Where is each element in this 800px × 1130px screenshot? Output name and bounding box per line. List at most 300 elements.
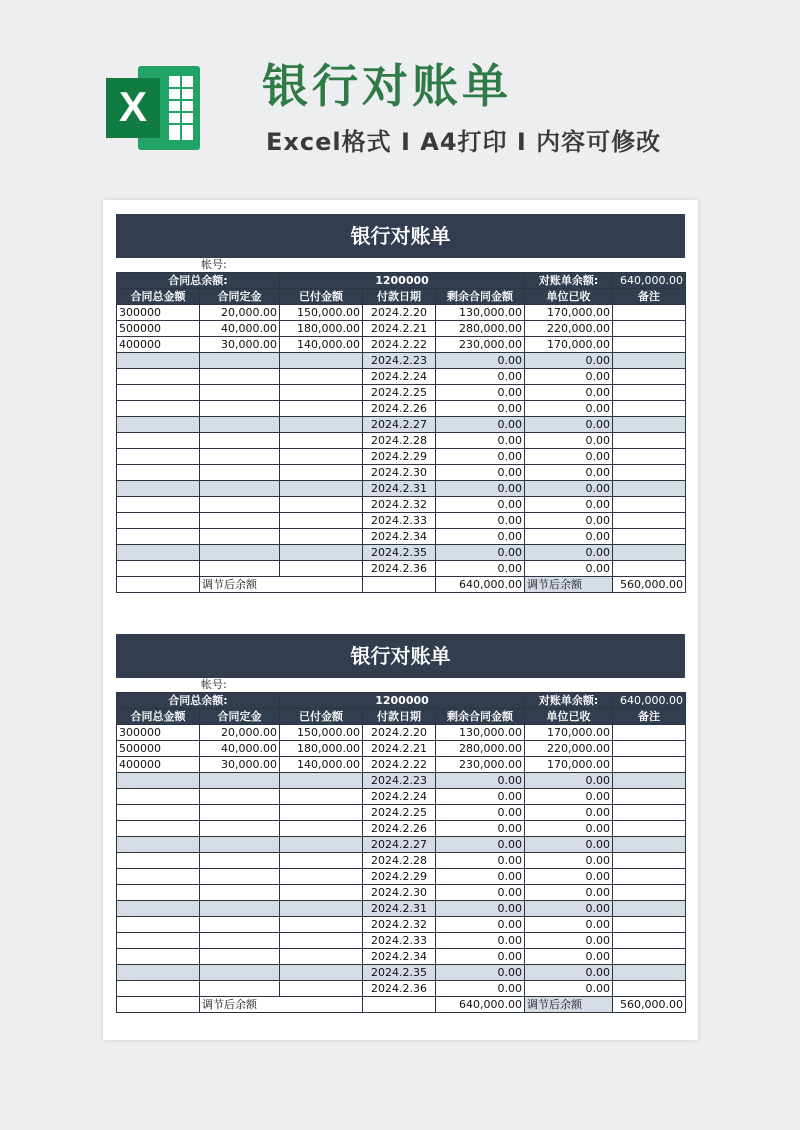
table-cell: [200, 805, 280, 821]
table-cell: [200, 901, 280, 917]
table-cell: [200, 789, 280, 805]
table-cell: 0.00: [436, 497, 525, 513]
table-cell: 0.00: [525, 773, 613, 789]
table-cell: [117, 773, 200, 789]
table-cell: [117, 789, 200, 805]
table-cell: 0.00: [525, 885, 613, 901]
table-cell: [280, 433, 363, 449]
table-row: [117, 933, 686, 949]
table-cell: 0.00: [436, 561, 525, 577]
table-cell: [117, 529, 200, 545]
table-cell: [613, 513, 686, 529]
table-cell: [117, 965, 200, 981]
header-row: [117, 289, 686, 305]
table-cell: [200, 385, 280, 401]
adjusted-balance-label: 调节后余额: [200, 997, 363, 1013]
table-cell: [200, 465, 280, 481]
table-cell: [613, 481, 686, 497]
table-cell: 0.00: [436, 513, 525, 529]
table-cell: [613, 805, 686, 821]
table-cell: [280, 513, 363, 529]
table-cell: 2024.2.31: [363, 901, 436, 917]
adjusted-balance-value: 560,000.00: [613, 997, 686, 1013]
page-title: 银行对账单: [262, 59, 512, 113]
table-cell: [117, 577, 200, 593]
table-cell: [280, 773, 363, 789]
table-cell: [117, 981, 200, 997]
table-cell: [117, 821, 200, 837]
table-cell: [613, 529, 686, 545]
table-row: [117, 449, 686, 465]
table-cell: [613, 965, 686, 981]
table-cell: 400000: [117, 337, 200, 353]
table-cell: [280, 917, 363, 933]
table-cell: [117, 997, 200, 1013]
table-cell: [613, 401, 686, 417]
table-cell: 2024.2.32: [363, 917, 436, 933]
total-balance-label: 合同总余额:: [117, 693, 280, 709]
statement-balance-label: 对账单余额:: [525, 273, 613, 289]
adjusted-balance-value: 560,000.00: [613, 577, 686, 593]
table-cell: 30,000.00: [200, 337, 280, 353]
table-cell: [280, 933, 363, 949]
table-cell: 2024.2.24: [363, 369, 436, 385]
table-cell: 130,000.00: [436, 305, 525, 321]
table-cell: [117, 369, 200, 385]
table-row: [117, 337, 686, 353]
table-cell: 0.00: [525, 513, 613, 529]
table-cell: [613, 337, 686, 353]
table-cell: [200, 869, 280, 885]
table-cell: [117, 837, 200, 853]
table-cell: 0.00: [525, 465, 613, 481]
table-cell: [200, 917, 280, 933]
table-cell: [200, 965, 280, 981]
table-cell: 0.00: [436, 417, 525, 433]
table-cell: [613, 853, 686, 869]
adjusted-balance-label: 调节后余额: [525, 997, 613, 1013]
table-cell: [200, 949, 280, 965]
table-cell: [613, 981, 686, 997]
statement-balance-value: 640,000.00: [613, 273, 686, 289]
table-cell: [117, 353, 200, 369]
table-cell: 0.00: [525, 789, 613, 805]
table-cell: 2024.2.25: [363, 385, 436, 401]
table-cell: [117, 853, 200, 869]
table-cell: [613, 385, 686, 401]
table-cell: [117, 481, 200, 497]
table-cell: 0.00: [525, 917, 613, 933]
table-cell: 0.00: [436, 369, 525, 385]
summary-row: [117, 693, 686, 709]
table-cell: 0.00: [436, 869, 525, 885]
table-row: [117, 901, 686, 917]
table-cell: [117, 917, 200, 933]
table-cell: 0.00: [525, 481, 613, 497]
table-cell: [280, 561, 363, 577]
table-cell: [117, 805, 200, 821]
table-cell: 0.00: [436, 481, 525, 497]
table-cell: 2024.2.34: [363, 949, 436, 965]
table-cell: [200, 513, 280, 529]
table-cell: 300000: [117, 725, 200, 741]
table-cell: 0.00: [436, 901, 525, 917]
table-cell: 500000: [117, 321, 200, 337]
table-cell: [280, 789, 363, 805]
table-row: [117, 821, 686, 837]
table-cell: 0.00: [525, 433, 613, 449]
table-cell: 2024.2.28: [363, 853, 436, 869]
table-cell: 2024.2.23: [363, 353, 436, 369]
table-cell: [613, 901, 686, 917]
column-header: 备注: [613, 709, 686, 725]
table-row: [117, 869, 686, 885]
table-cell: [280, 497, 363, 513]
table-cell: [200, 353, 280, 369]
table-row: [117, 369, 686, 385]
table-cell: 0.00: [436, 545, 525, 561]
table-cell: 2024.2.36: [363, 561, 436, 577]
statement-2: [116, 634, 685, 1013]
table-cell: 0.00: [525, 545, 613, 561]
table-cell: 0.00: [525, 869, 613, 885]
column-header: 合同定金: [200, 289, 280, 305]
table-row: [117, 741, 686, 757]
table-cell: [613, 497, 686, 513]
table-row: [117, 805, 686, 821]
table-cell: [613, 433, 686, 449]
table-cell: [280, 965, 363, 981]
table-cell: 2024.2.29: [363, 869, 436, 885]
table-cell: 0.00: [525, 965, 613, 981]
table-cell: 0.00: [436, 385, 525, 401]
table-cell: 0.00: [436, 433, 525, 449]
table-cell: [613, 369, 686, 385]
table-cell: [613, 417, 686, 433]
table-cell: [117, 497, 200, 513]
adjusted-balance-label: 调节后余额: [200, 577, 363, 593]
statement-banner: 银行对账单: [116, 634, 685, 678]
table-row: [117, 725, 686, 741]
table-cell: 220,000.00: [525, 321, 613, 337]
table-row: [117, 757, 686, 773]
table-cell: [200, 885, 280, 901]
table-row: [117, 917, 686, 933]
table-cell: [117, 433, 200, 449]
table-cell: 0.00: [525, 901, 613, 917]
table-cell: 2024.2.31: [363, 481, 436, 497]
table-cell: [200, 853, 280, 869]
table-cell: 0.00: [436, 885, 525, 901]
table-cell: [117, 933, 200, 949]
table-cell: 2024.2.33: [363, 513, 436, 529]
table-cell: [280, 869, 363, 885]
table-cell: 0.00: [525, 837, 613, 853]
statement-balance-value: 640,000.00: [613, 693, 686, 709]
table-row: [117, 965, 686, 981]
table-row: [117, 949, 686, 965]
table-cell: 150,000.00: [280, 305, 363, 321]
table-cell: [613, 837, 686, 853]
table-cell: 2024.2.21: [363, 321, 436, 337]
table-cell: [280, 369, 363, 385]
column-header: 合同总金额: [117, 709, 200, 725]
table-cell: [117, 417, 200, 433]
table-cell: 2024.2.23: [363, 773, 436, 789]
table-cell: [200, 837, 280, 853]
table-cell: [200, 481, 280, 497]
table-cell: 0.00: [436, 789, 525, 805]
table-cell: 0.00: [525, 497, 613, 513]
table-row: [117, 773, 686, 789]
total-balance-label: 合同总余额:: [117, 273, 280, 289]
table-cell: [117, 385, 200, 401]
table-cell: [280, 385, 363, 401]
table-cell: 170,000.00: [525, 305, 613, 321]
column-header: 备注: [613, 289, 686, 305]
table-row: [117, 433, 686, 449]
table-cell: 0.00: [436, 837, 525, 853]
table-cell: 2024.2.25: [363, 805, 436, 821]
column-header: 剩余合同金额: [436, 709, 525, 725]
table-cell: [200, 369, 280, 385]
table-row: [117, 853, 686, 869]
table-cell: 0.00: [525, 561, 613, 577]
adjusted-balance-label: 调节后余额: [525, 577, 613, 593]
table-cell: 0.00: [436, 933, 525, 949]
table-cell: 0.00: [436, 353, 525, 369]
table-row: [117, 401, 686, 417]
table-cell: [280, 821, 363, 837]
table-cell: [613, 545, 686, 561]
table-cell: [200, 417, 280, 433]
table-cell: [200, 561, 280, 577]
table-cell: [200, 529, 280, 545]
table-cell: 2024.2.30: [363, 885, 436, 901]
table-cell: [613, 885, 686, 901]
table-cell: [117, 949, 200, 965]
table-row: [117, 481, 686, 497]
table-row: [117, 321, 686, 337]
table-cell: 220,000.00: [525, 741, 613, 757]
table-cell: 280,000.00: [436, 741, 525, 757]
table-cell: 500000: [117, 741, 200, 757]
table-cell: 30,000.00: [200, 757, 280, 773]
table-cell: 130,000.00: [436, 725, 525, 741]
column-header: 付款日期: [363, 289, 436, 305]
table-row: [117, 837, 686, 853]
table-cell: [613, 725, 686, 741]
table-row: [117, 981, 686, 997]
table-cell: 2024.2.20: [363, 305, 436, 321]
table-cell: 2024.2.36: [363, 981, 436, 997]
table-row: [117, 545, 686, 561]
table-cell: 170,000.00: [525, 725, 613, 741]
table-cell: [117, 561, 200, 577]
table-row: [117, 789, 686, 805]
table-cell: 300000: [117, 305, 200, 321]
table-cell: 0.00: [525, 385, 613, 401]
table-cell: [613, 321, 686, 337]
table-cell: 2024.2.26: [363, 401, 436, 417]
adjusted-balance-value: 640,000.00: [436, 577, 525, 593]
table-cell: [613, 949, 686, 965]
table-cell: 2024.2.33: [363, 933, 436, 949]
svg-text:X: X: [118, 83, 148, 130]
table-cell: [280, 417, 363, 433]
table-cell: 2024.2.27: [363, 837, 436, 853]
table-cell: 0.00: [436, 981, 525, 997]
table-cell: [117, 869, 200, 885]
table-cell: 0.00: [525, 529, 613, 545]
table-row: [117, 353, 686, 369]
adjusted-balance-value: 640,000.00: [436, 997, 525, 1013]
table-cell: 0.00: [525, 449, 613, 465]
account-row: [116, 258, 685, 272]
table-cell: [280, 885, 363, 901]
table-cell: 0.00: [525, 933, 613, 949]
table-cell: 180,000.00: [280, 321, 363, 337]
table-cell: 0.00: [436, 965, 525, 981]
table-cell: 0.00: [525, 821, 613, 837]
table-cell: 2024.2.29: [363, 449, 436, 465]
table-cell: 0.00: [525, 949, 613, 965]
table-cell: 0.00: [525, 805, 613, 821]
statement-balance-label: 对账单余额:: [525, 693, 613, 709]
table-cell: 230,000.00: [436, 337, 525, 353]
table-row: [117, 561, 686, 577]
table-row: [117, 529, 686, 545]
total-balance-value: 1200000: [280, 693, 525, 709]
account-label: 帐号:: [201, 258, 227, 271]
table-cell: 2024.2.28: [363, 433, 436, 449]
table-cell: 140,000.00: [280, 757, 363, 773]
table-cell: 40,000.00: [200, 321, 280, 337]
table-cell: [613, 465, 686, 481]
table-cell: [280, 545, 363, 561]
column-header: 剩余合同金额: [436, 289, 525, 305]
account-row: [116, 678, 685, 692]
table-cell: 0.00: [436, 465, 525, 481]
table-cell: [200, 497, 280, 513]
table-cell: 0.00: [525, 369, 613, 385]
statement-1: [116, 214, 685, 593]
table-cell: [117, 901, 200, 917]
table-cell: [613, 353, 686, 369]
table-cell: 0.00: [436, 805, 525, 821]
table-cell: 180,000.00: [280, 741, 363, 757]
table-cell: [280, 465, 363, 481]
table-cell: [280, 353, 363, 369]
table-row: [117, 385, 686, 401]
column-header: 单位已收: [525, 289, 613, 305]
table-cell: [117, 513, 200, 529]
table-cell: 2024.2.35: [363, 965, 436, 981]
table-cell: [613, 917, 686, 933]
table-cell: [280, 981, 363, 997]
document-sheet: [103, 200, 698, 1040]
table-row: [117, 885, 686, 901]
statement-table: [116, 692, 686, 1013]
table-cell: 0.00: [525, 401, 613, 417]
table-cell: 0.00: [525, 853, 613, 869]
table-cell: [280, 805, 363, 821]
column-header: 已付金额: [280, 709, 363, 725]
table-cell: 2024.2.21: [363, 741, 436, 757]
table-cell: 400000: [117, 757, 200, 773]
table-cell: 0.00: [525, 981, 613, 997]
statement-banner: 银行对账单: [116, 214, 685, 258]
table-cell: [117, 465, 200, 481]
table-cell: 2024.2.22: [363, 757, 436, 773]
table-cell: 0.00: [436, 773, 525, 789]
table-cell: [200, 401, 280, 417]
table-cell: [613, 561, 686, 577]
table-cell: 20,000.00: [200, 725, 280, 741]
table-cell: [117, 545, 200, 561]
table-cell: [613, 757, 686, 773]
table-cell: 2024.2.30: [363, 465, 436, 481]
table-cell: 0.00: [436, 449, 525, 465]
table-cell: [280, 901, 363, 917]
statement-table: [116, 272, 686, 593]
table-cell: [200, 545, 280, 561]
table-cell: [613, 869, 686, 885]
table-cell: 280,000.00: [436, 321, 525, 337]
table-cell: [613, 449, 686, 465]
table-cell: [363, 997, 436, 1013]
table-cell: [200, 821, 280, 837]
table-cell: 2024.2.35: [363, 545, 436, 561]
table-row: [117, 417, 686, 433]
table-cell: [117, 449, 200, 465]
table-cell: [200, 449, 280, 465]
table-cell: [280, 481, 363, 497]
table-cell: [280, 853, 363, 869]
table-row: [117, 305, 686, 321]
footer-row: [117, 577, 686, 593]
table-cell: 0.00: [436, 821, 525, 837]
table-cell: [280, 529, 363, 545]
column-header: 已付金额: [280, 289, 363, 305]
excel-logo-icon: [103, 58, 203, 158]
table-cell: [613, 821, 686, 837]
table-cell: [613, 773, 686, 789]
table-cell: [613, 789, 686, 805]
table-cell: 150,000.00: [280, 725, 363, 741]
table-row: [117, 465, 686, 481]
column-header: 单位已收: [525, 709, 613, 725]
table-cell: 2024.2.22: [363, 337, 436, 353]
column-header: 合同定金: [200, 709, 280, 725]
account-label: 帐号:: [201, 678, 227, 691]
table-cell: 170,000.00: [525, 337, 613, 353]
table-cell: 0.00: [525, 353, 613, 369]
table-cell: 2024.2.32: [363, 497, 436, 513]
table-cell: 0.00: [436, 401, 525, 417]
table-row: [117, 497, 686, 513]
table-cell: [363, 577, 436, 593]
table-cell: 2024.2.24: [363, 789, 436, 805]
table-cell: [117, 885, 200, 901]
table-cell: 0.00: [436, 529, 525, 545]
table-cell: 140,000.00: [280, 337, 363, 353]
summary-row: [117, 273, 686, 289]
table-cell: 20,000.00: [200, 305, 280, 321]
table-cell: [200, 981, 280, 997]
table-cell: [200, 933, 280, 949]
page-subtitle: Excel格式 I A4打印 I 内容可修改: [266, 128, 662, 156]
